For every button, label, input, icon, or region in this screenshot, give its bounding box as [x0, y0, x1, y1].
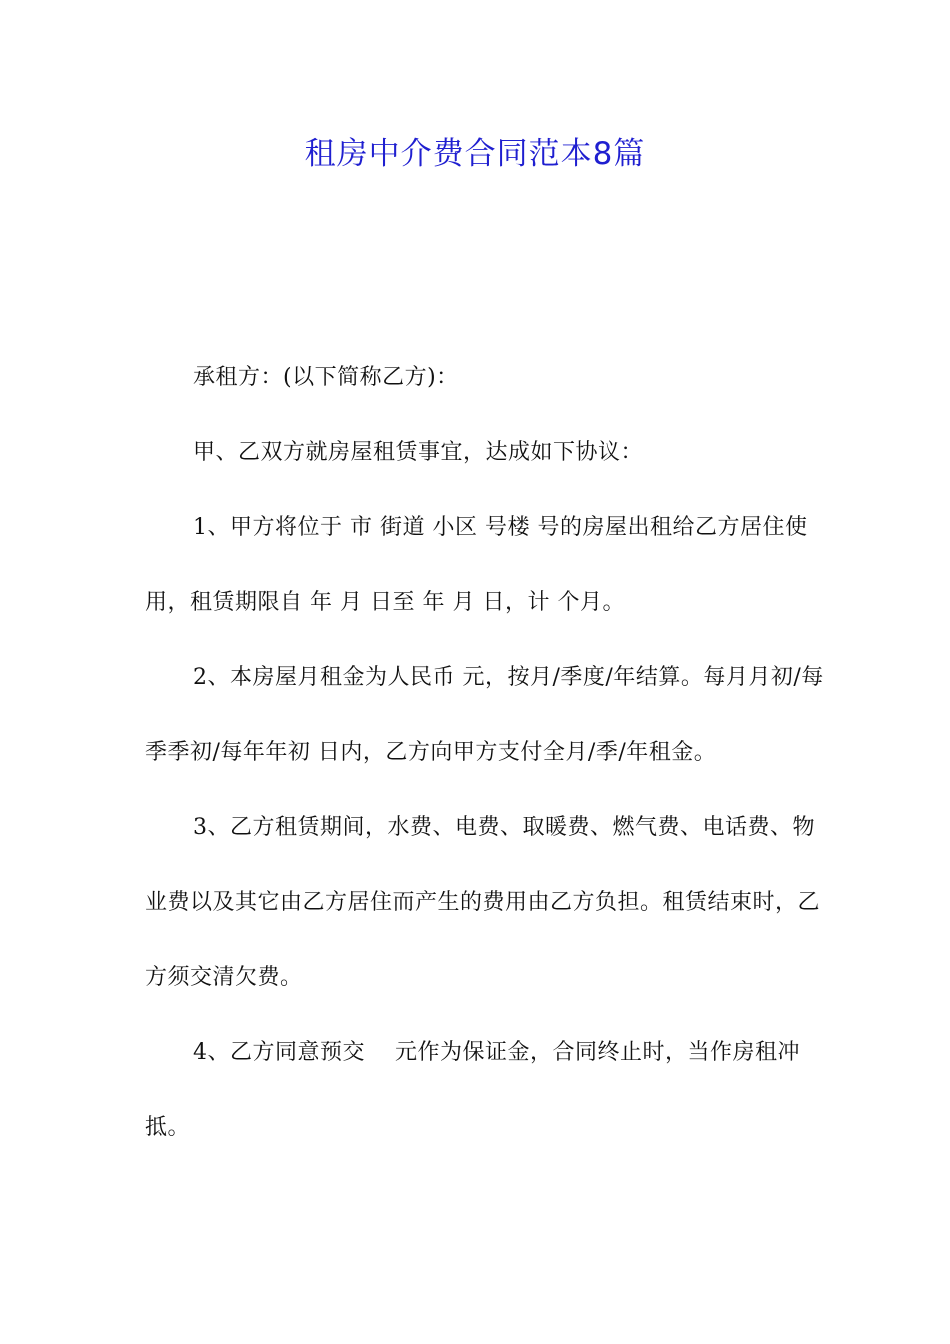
paragraph-clause-1: 1、甲方将位于 市 街道 小区 号楼 号的房屋出租给乙方居住使用，租赁期限自 年 月 日至 年 月 日，计 个月。: [145, 515, 808, 615]
paragraph-clause-3: 3、乙方租赁期间，水费、电费、取暖费、燃气费、电话费、物业费以及其它由乙方居住而产生的费用由乙方负担。租赁结束时，乙方须交清欠费。: [145, 815, 821, 990]
paragraph-tenant: 承租方：(以下简称乙方)：: [193, 365, 459, 390]
document-title: 租房中介费合同范本8篇: [304, 136, 646, 172]
paragraph-clause-4: 4、乙方同意预交 元作为保证金，合同终止时，当作房租冲抵。: [145, 1040, 800, 1140]
paragraph-clause-2: 2、本房屋月租金为人民币 元，按月/季度/年结算。每月月初/每季季初/每年年初 日内，乙方向甲方支付全月/季/年租金。: [145, 665, 824, 765]
document-body: [145, 340, 825, 1165]
paragraph-agreement-intro: 甲、乙双方就房屋租赁事宜，达成如下协议：: [193, 440, 644, 465]
